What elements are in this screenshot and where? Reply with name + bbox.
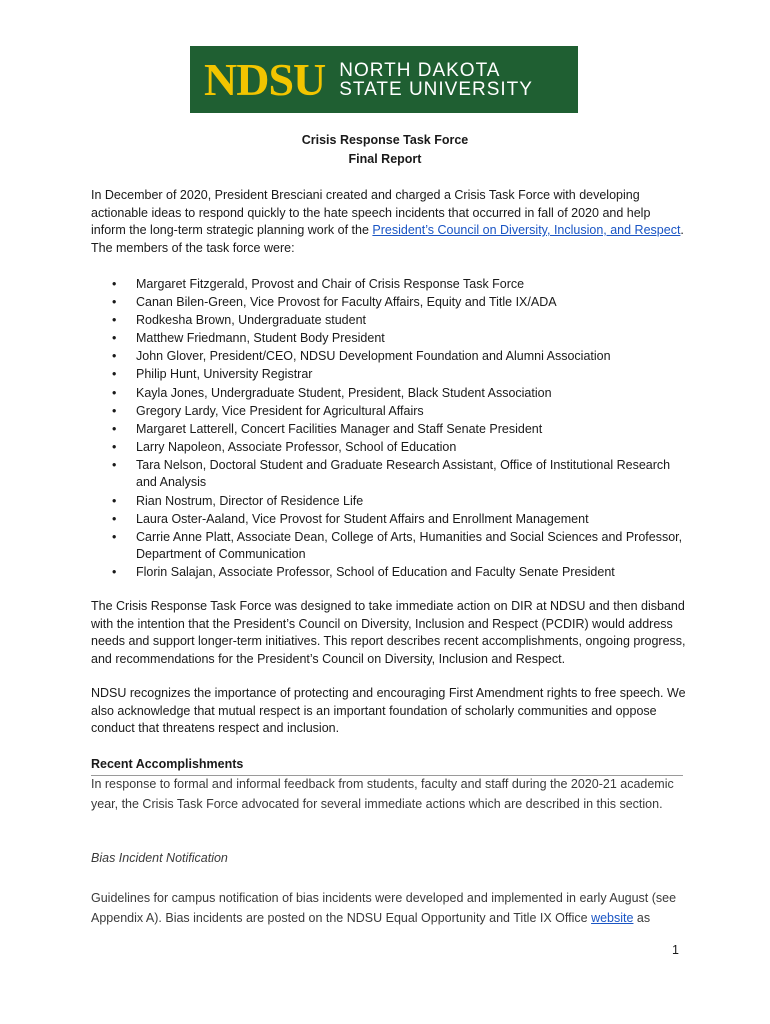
section-heading: Recent Accomplishments [91,756,683,776]
list-item: • Matthew Friedmann, Student Body President [91,330,687,348]
bias-text-end: as [633,910,651,925]
list-item: • Florin Salajan, Associate Professor, School of Education and Faculty Senate President [91,564,687,582]
free-speech-paragraph: NDSU recognizes the importance of protecting and encouraging First Amendment rights to free speech. We also acknowledge that mutual respect is an important foundation of scholarly communities and oppose conduct that threatens respect and inclusion. [91,686,686,735]
list-item: • Kayla Jones, Undergraduate Student, President, Black Student Association [91,385,687,403]
list-item: • John Glover, President/CEO, NDSU Development Foundation and Alumni Association [91,348,687,366]
list-item: • Larry Napoleon, Associate Professor, School of Education [91,439,687,457]
logo-line2: STATE UNIVERSITY [339,78,533,100]
intro-text-end: . The members of the task force were: [91,223,684,255]
member-list [91,276,687,582]
list-item: • Margaret Fitzgerald, Provost and Chair of Crisis Response Task Force [91,276,687,294]
bias-text: Guidelines for campus notification of bias incidents were developed and implemented in early August (see Appendix A). Bias incidents are posted on the NDSU Equal Opportunity and Title IX Office [91,891,677,925]
logo-mark: NDSU [204,53,326,105]
purpose-paragraph: The Crisis Response Task Force was designed to take immediate action on DIR at NDSU and then disband with the intention that the President’s Council on Diversity, Inclusion and Respect (PCDIR) would address needs and support longer-term initiatives. This report describes recent accomplishments, ongoing progress, and recommendations for the President’s Council on Diversity, Inclusion and Respect. [91,599,686,666]
subsection-heading: Bias Incident Notification [91,851,228,865]
list-item: • Rodkesha Brown, Undergraduate student [91,312,687,330]
report-subtitle: Final Report [348,152,422,166]
list-item: • Carrie Anne Platt, Associate Dean, College of Arts, Humanities and Social Sciences and Professor, Department of Communication [91,529,687,564]
logo-line1: NORTH DAKOTA [339,59,501,81]
pcdir-link[interactable]: President’s Council on Diversity, Inclusion, and Respect [372,223,681,237]
list-item: • Margaret Latterell, Concert Facilities Manager and Staff Senate President [91,421,687,439]
intro-text: In December of 2020, President Bresciani created and charged a Crisis Task Force with developing actionable ideas to respond quickly to the hate speech incidents that occurred in fall of 2020 and help inform the long-term strategic planning work of the [91,188,651,237]
accomplishments-paragraph: In response to formal and informal feedback from students, faculty and staff during the 2020-21 academic year, the Crisis Task Force advocated for several immediate actions which are described in this section. [91,777,674,811]
list-item: • Tara Nelson, Doctoral Student and Graduate Research Assistant, Office of Institutional Research and Analysis [91,457,687,492]
intro-paragraph [91,187,687,257]
list-item: • Gregory Lardy, Vice President for Agricultural Affairs [91,403,687,421]
list-item: • Philip Hunt, University Registrar [91,366,687,384]
list-item: • Laura Oster-Aaland, Vice Provost for Student Affairs and Enrollment Management [91,511,687,529]
logo-wordmark [339,61,533,99]
list-item: • Rian Nostrum, Director of Residence Life [91,493,687,511]
report-title: Crisis Response Task Force [301,133,469,147]
page-number: 1 [672,943,679,957]
website-link[interactable]: website [591,910,634,925]
bias-notification-paragraph [91,889,687,928]
ndsu-logo [190,46,578,113]
list-item: • Canan Bilen-Green, Vice Provost for Faculty Affairs, Equity and Title IX/ADA [91,294,687,312]
